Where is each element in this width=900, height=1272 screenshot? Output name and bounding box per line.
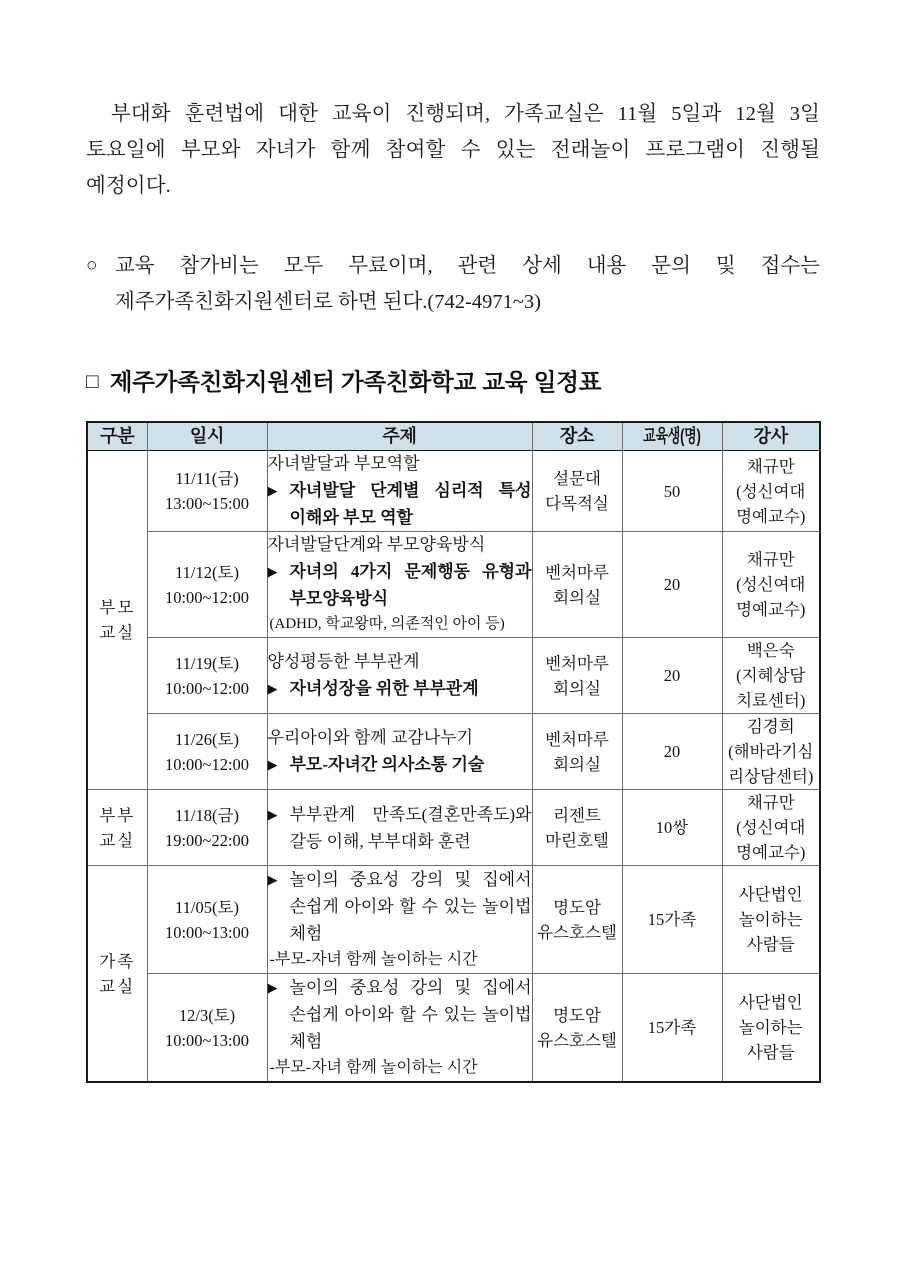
topic-plain-text: 양성평등한 부부관계 [267,652,420,671]
place-cell [532,790,622,866]
date-cell [147,866,267,974]
place-cell [532,714,622,790]
table-row [87,866,820,974]
place-cell [532,451,622,532]
topic-cell [267,638,532,714]
place-line2: 회의실 [553,754,601,774]
topic-cell [267,866,532,974]
lecturer-cell [722,790,820,866]
count-cell: 50 [622,451,722,532]
table-row [87,638,820,714]
topic-plain-text: 우리아이와 함께 교감나누기 [267,728,474,747]
place-line1: 설문대 [553,469,601,488]
lecturer-line3: 리상담센터) [728,767,814,786]
lecturer-line1: 백은숙 [746,641,795,660]
date-line2: 10:00~13:00 [164,1030,250,1050]
lecturer-line1: 채규만 [746,550,795,569]
topic-main-row [268,751,532,778]
topic-cell [267,532,532,638]
lecturer-line2: 놀이하는 [738,1018,803,1037]
triangle-bullet-icon: ▶ [267,564,278,579]
topic-sub-text: -부모-자녀 함께 놀이하는 시간 [269,951,478,968]
topic-main-row [268,974,532,1055]
lecturer-cell [722,451,820,532]
lecturer-line3: 치료센터) [736,691,806,710]
lecturer-line1: 사단법인 [738,885,803,904]
place-line2: 유스호스텔 [537,922,617,942]
topic-main-text: 놀이의 중요성 강의 및 집에서 손쉽게 아이와 할 수 있는 놀이법 체험 [289,978,532,1051]
table-row [87,974,820,1083]
topic-main-row [268,558,532,612]
lecturer-line3: 명예교수) [736,843,806,862]
section-heading [86,363,601,397]
lecturer-line1: 채규만 [746,456,795,476]
group-label-line2: 교실 [99,830,136,850]
date-line2: 19:00~22:00 [164,830,250,850]
date-cell [147,974,267,1083]
group-cell-couple [87,790,147,866]
topic-main-text: 놀이의 중요성 강의 및 집에서 손쉽게 아이와 할 수 있는 놀이법 체험 [289,870,532,943]
table-row [87,451,820,532]
topic-cell [267,714,532,790]
group-cell-family [87,866,147,1083]
lecturer-line2: 놀이하는 [738,910,803,929]
place-cell [532,638,622,714]
column-header-count-text: 교육생(명) [643,426,701,446]
fee-bullet-row [86,248,820,320]
date-cell [147,532,267,638]
count-cell: 10쌍 [622,790,722,866]
topic-main-text: 자녀의 4가지 문제행동 유형과 부모양육방식 [289,562,532,608]
place-line2: 유스호스텔 [537,1030,617,1050]
count-cell: 15가족 [622,866,722,974]
table-row [87,790,820,866]
column-header-lecturer: 강사 [722,422,820,451]
place-line2: 회의실 [553,587,601,607]
date-line1: 11/18(금) [175,805,239,825]
triangle-bullet-icon: ▶ [267,483,278,498]
lecturer-line2: (성신여대 [736,818,806,837]
column-header-place: 장소 [532,422,622,451]
lecturer-line1: 채규만 [746,793,795,812]
group-cell-parent [87,451,147,790]
group-label-line1: 부부 [99,805,136,825]
place-line2: 마린호텔 [545,830,609,850]
date-line2: 10:00~12:00 [164,587,250,607]
topic-main-row [268,801,532,855]
place-line1: 리젠트 [553,805,601,825]
lecturer-cell [722,714,820,790]
topic-plain-text: 자녀발달단계와 부모양육방식 [267,535,486,554]
section-heading-text: 제주가족친화지원센터 가족친화학교 교육 일정표 [109,369,602,395]
date-line2: 13:00~15:00 [164,494,250,513]
date-line2: 10:00~12:00 [164,754,250,774]
lecturer-cell [722,974,820,1083]
lecturer-cell [722,866,820,974]
table-header-row [87,422,820,451]
column-header-date: 일시 [147,422,267,451]
square-bullet-icon: □ [86,368,99,393]
triangle-bullet-icon: ▶ [267,806,278,822]
topic-cell [267,451,532,532]
topic-plain-text: 자녀발달과 부모역할 [267,454,420,473]
place-line1: 벤처마루 [545,562,609,582]
lecturer-line3: 사람들 [746,935,795,954]
group-label-line2: 교실 [99,623,136,642]
place-line1: 명도암 [553,897,601,917]
lecturer-cell [722,532,820,638]
date-cell [147,638,267,714]
triangle-bullet-icon: ▶ [267,757,278,772]
place-cell [532,974,622,1083]
date-cell [147,451,267,532]
place-line1: 벤처마루 [545,729,609,749]
date-line1: 11/26(토) [175,729,239,749]
intro-paragraph-text: 부대화 훈련법에 대한 교육이 진행되며, 가족교실은 11월 5일과 12월 3일 토요일에 부모와 자녀가 함께 참여할 수 있는 전래놀이 프로그램이 진행될 예정이다. [86,103,820,197]
triangle-bullet-icon: ▶ [267,681,278,696]
lecturer-line3: 명예교수) [736,600,806,619]
date-line1: 11/12(토) [175,562,239,582]
lecturer-line2: (성신여대 [736,481,806,501]
table-body [87,451,820,1083]
topic-main-text: 자녀성장을 위한 부부관계 [289,679,479,698]
lecturer-line2: (지혜상담 [736,666,806,685]
column-header-topic: 주제 [267,422,532,451]
topic-cell [267,790,532,866]
date-line2: 10:00~13:00 [164,922,250,942]
group-label-line1: 가족 [99,951,136,971]
date-cell [147,714,267,790]
count-cell: 20 [622,714,722,790]
group-label-line1: 부모 [99,598,136,617]
topic-main-text: 부모-자녀간 의사소통 기술 [289,755,485,774]
topic-main-text: 자녀발달 단계별 심리적 특성 이해와 부모 역할 [289,481,532,527]
lecturer-line2: (성신여대 [736,575,806,594]
fee-paragraph-block [86,248,820,320]
intro-paragraph-block [86,96,820,204]
count-cell: 15가족 [622,974,722,1083]
lecturer-line3: 사람들 [746,1043,795,1062]
place-line1: 명도암 [553,1005,601,1025]
place-cell [532,532,622,638]
date-line1: 11/11(금) [175,469,239,488]
count-cell: 20 [622,638,722,714]
topic-main-row [268,866,532,947]
count-cell: 20 [622,532,722,638]
topic-cell [267,974,532,1083]
place-line2: 다목적실 [545,494,609,513]
lecturer-cell [722,638,820,714]
lecturer-line3: 명예교수) [736,506,806,526]
triangle-bullet-icon: ▶ [267,872,278,887]
date-line1: 12/3(토) [178,1005,236,1025]
topic-main-row [268,675,532,702]
place-line1: 벤처마루 [545,653,609,673]
lecturer-line1: 사단법인 [738,993,803,1012]
topic-main-text: 부부관계 만족도(결혼만족도)와 갈등 이해, 부부대화 훈련 [289,804,532,851]
table-row [87,532,820,638]
place-cell [532,866,622,974]
lecturer-line2: (해바라기심 [728,742,814,761]
topic-sub-text: -부모-자녀 함께 놀이하는 시간 [269,1059,478,1076]
circle-bullet-icon: ○ [86,255,98,276]
group-label-line2: 교실 [99,976,136,996]
date-cell [147,790,267,866]
date-line1: 11/19(토) [175,653,239,673]
date-line2: 10:00~12:00 [164,678,250,698]
schedule-table [86,421,821,1083]
fee-paragraph-text: 교육 참가비는 모두 무료이며, 관련 상세 내용 문의 및 접수는 제주가족친화지원센터로 하면 된다.(742-4971~3) [115,255,820,313]
lecturer-line1: 김경희 [746,717,795,736]
date-line1: 11/05(토) [175,897,239,917]
table-header [87,422,820,451]
place-line2: 회의실 [553,678,601,698]
triangle-bullet-icon: ▶ [267,980,278,995]
table-row [87,714,820,790]
topic-main-row [268,477,532,531]
column-header-group: 구분 [87,422,147,451]
topic-note-text: (ADHD, 학교왕따, 의존적인 아이 등) [269,616,505,632]
column-header-count [622,422,722,451]
schedule-table-container [86,421,819,1083]
